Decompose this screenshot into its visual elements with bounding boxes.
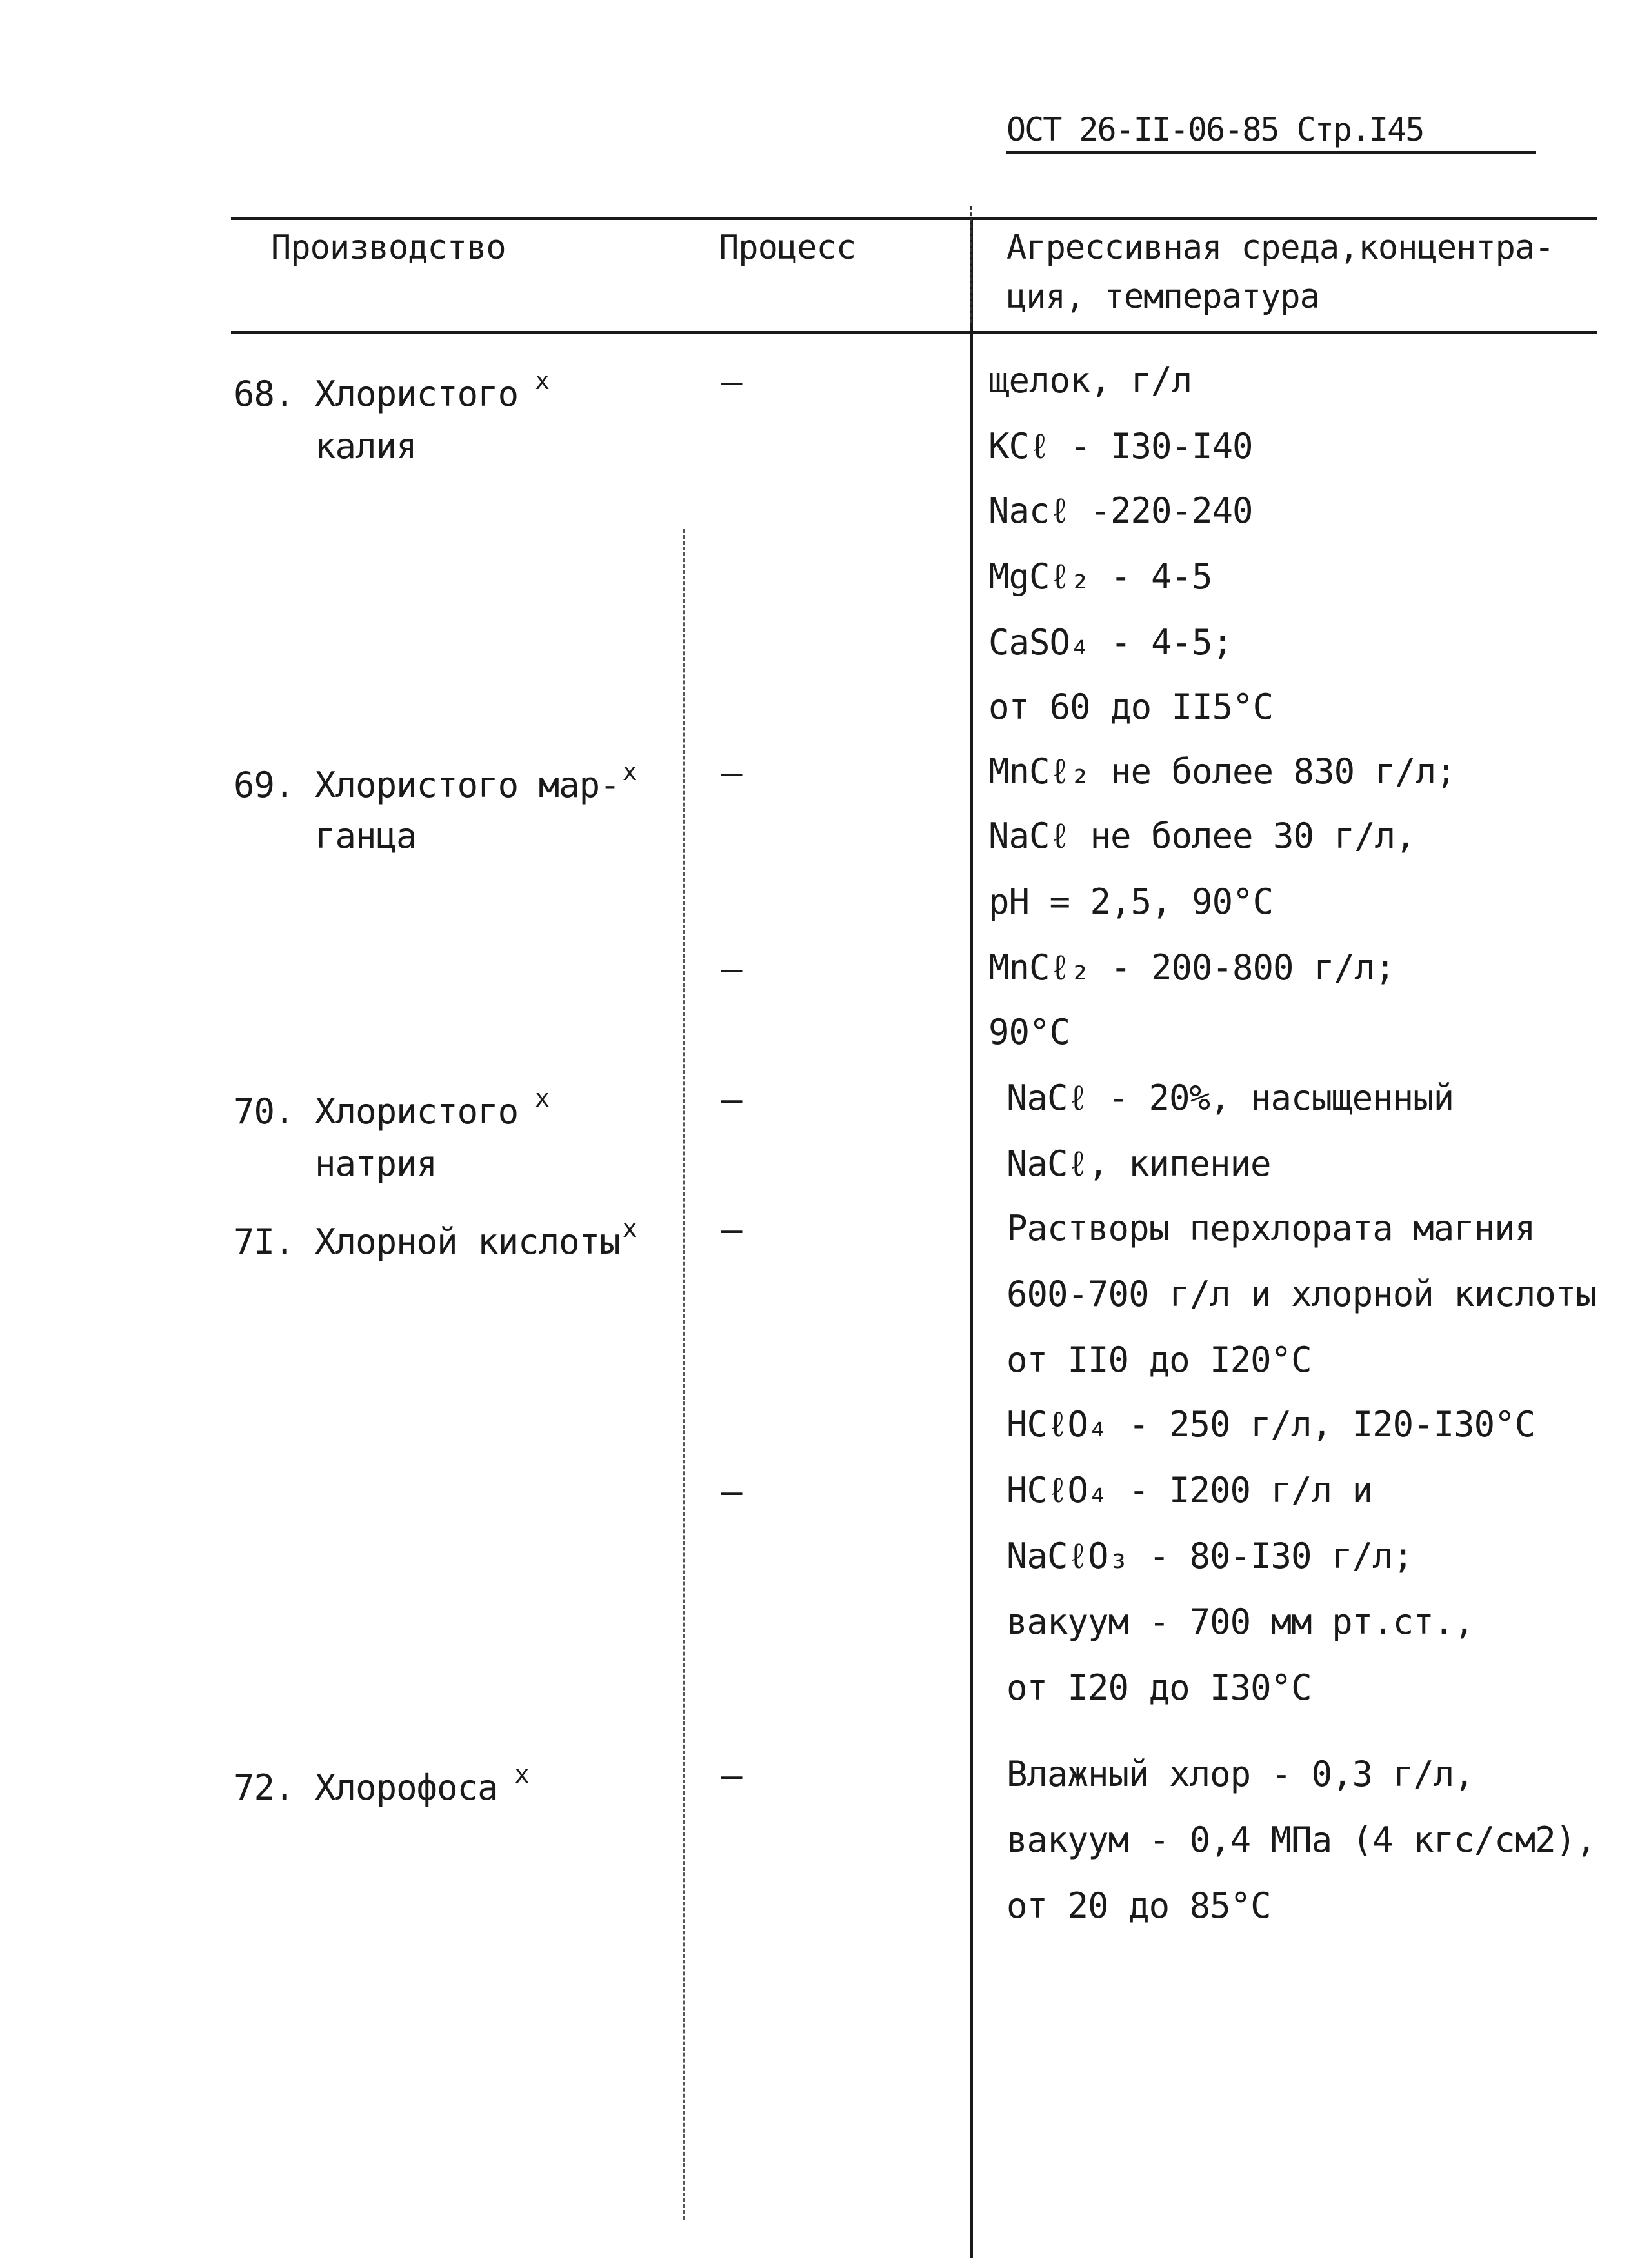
header-divider-dashed: [970, 206, 972, 323]
header-underline: [1006, 151, 1536, 154]
column-header-process: Процесс: [719, 228, 856, 267]
medium-line: CaSO₄ - 4-5;: [988, 622, 1233, 663]
medium-line: от 60 до II5°С: [988, 687, 1274, 727]
document-reference: ОСТ 26-II-06-85 Стр.I45: [1006, 111, 1424, 148]
table-header-rule: [231, 331, 1597, 334]
medium-line: NaCℓO₃ - 80-I30 г/л;: [1006, 1536, 1414, 1576]
process-dash: –: [721, 1209, 743, 1250]
column-header-production: Производство: [271, 228, 506, 267]
process-dash: –: [721, 1079, 743, 1119]
medium-line: MnCℓ₂ - 200-800 г/л;: [988, 947, 1396, 988]
process-dash: –: [721, 752, 743, 793]
process-dash: –: [721, 1471, 743, 1512]
column-header-medium: Агрессивная среда,концентра-ция, температура: [1006, 228, 1554, 316]
production-name-cont: калия: [315, 426, 417, 467]
medium-line: NaCℓ не более 30 г/л,: [988, 816, 1416, 856]
process-dash: –: [721, 361, 743, 402]
column-divider-dashed: [683, 529, 685, 2220]
column-divider: [970, 219, 973, 2258]
production-name: 7I. Хлорной кислоты $^х$: [234, 1214, 637, 1262]
medium-line: Растворы перхлората магния: [1006, 1208, 1536, 1249]
medium-line: 90°С: [988, 1012, 1070, 1052]
process-dash: –: [721, 1755, 743, 1796]
medium-line: щелок, г/л: [988, 360, 1192, 401]
medium-line: NaCℓ, кипение: [1006, 1143, 1271, 1184]
process-dash: –: [721, 948, 743, 989]
table-top-rule: [231, 217, 1597, 220]
medium-line: pH = 2,5, 90°С: [988, 881, 1274, 922]
medium-line: MnCℓ₂ не более 830 г/л;: [988, 751, 1456, 792]
medium-line: от I20 до I30°С: [1006, 1667, 1312, 1708]
medium-line: NaCℓ - 20%, насыщенный: [1006, 1078, 1454, 1118]
production-name-cont: ганца: [315, 816, 417, 856]
medium-line: Влажный хлор - 0,3 г/л,: [1006, 1754, 1474, 1794]
medium-line: КСℓ - I30-I40: [988, 426, 1253, 467]
production-name: 70. Хлористого $^х$: [234, 1084, 550, 1132]
production-name: 69. Хлористого мар- $^х$: [234, 758, 637, 805]
medium-line: вакуум - 0,4 МПа (4 кгс/см2),: [1006, 1820, 1596, 1860]
production-name: 72. Хлорофоса $^х$: [234, 1760, 529, 1808]
medium-line: 600-700 г/л и хлорной кислоты: [1006, 1274, 1596, 1314]
medium-line: HCℓO₄ - I200 г/л и: [1006, 1470, 1373, 1510]
medium-line: от II0 до I20°С: [1006, 1340, 1312, 1380]
medium-line: вакуум - 700 мм рт.ст.,: [1006, 1601, 1474, 1642]
production-name: 68. Хлористого $^х$: [234, 366, 550, 414]
production-name-cont: натрия: [315, 1143, 437, 1184]
medium-line: от 20 до 85°С: [1006, 1885, 1271, 1926]
medium-line: HCℓO₄ - 250 г/л, I20-I30°С: [1006, 1404, 1536, 1445]
medium-line: MgCℓ₂ - 4-5: [988, 556, 1212, 597]
medium-line: Nacℓ -220-240: [988, 490, 1253, 531]
